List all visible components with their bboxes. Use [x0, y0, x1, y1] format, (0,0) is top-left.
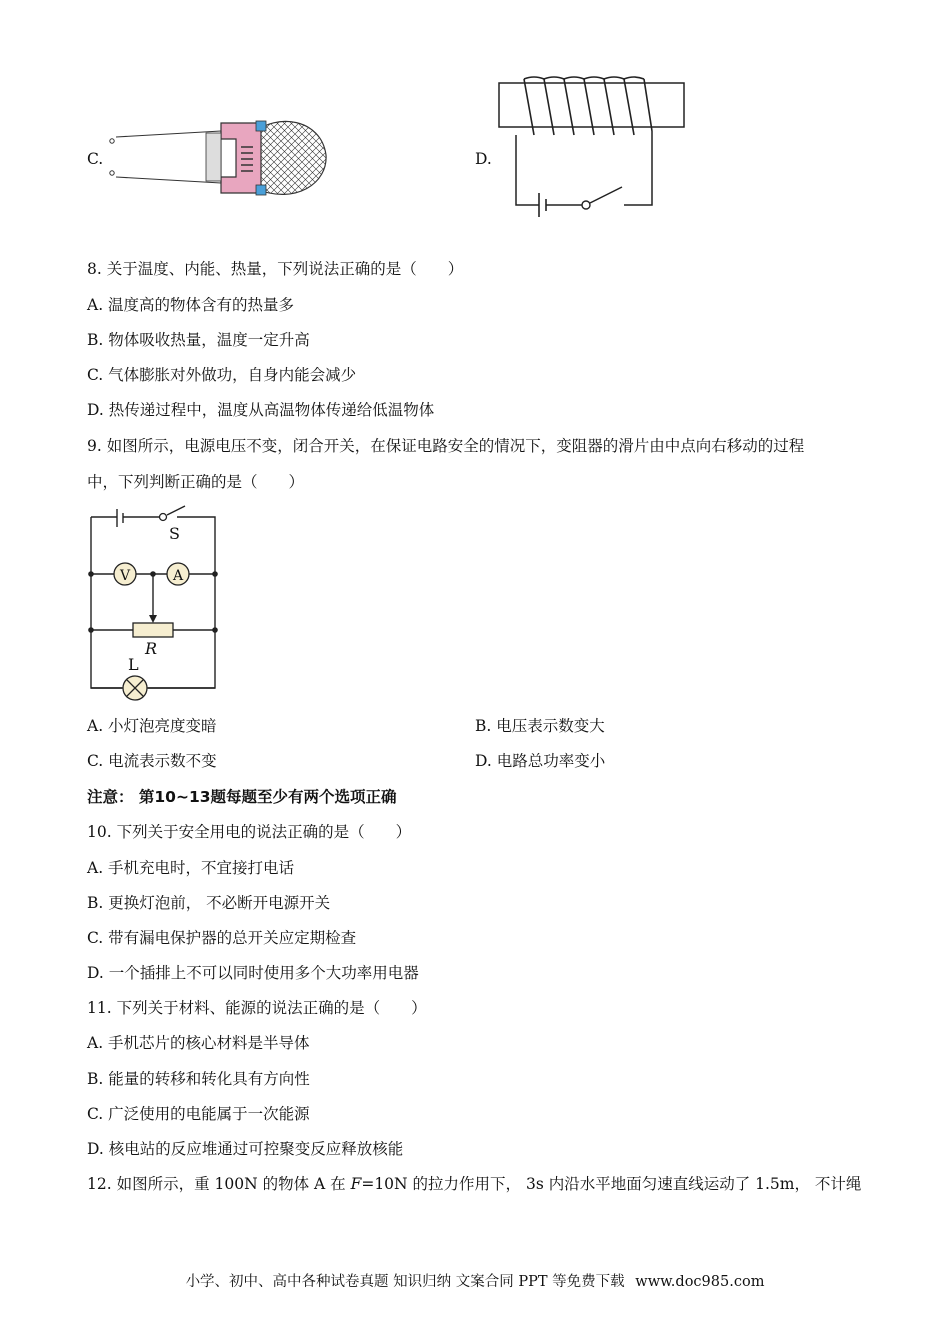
section-note: 注意： 第10~13题每题至少有两个选项正确	[87, 788, 397, 806]
footer-text: 小学、初中、高中各种试卷真题 知识归纳 文案合同 PPT 等免费下载	[185, 1274, 625, 1290]
q9-option-c: C. 电流表示数不变	[87, 752, 217, 770]
q10-option-b: B. 更换灯泡前， 不必断开电源开关	[87, 894, 331, 912]
q8-stem: 8. 关于温度、内能、热量，下列说法正确的是（ ）	[87, 260, 464, 278]
switch-label: S	[169, 524, 180, 543]
footer-url-link[interactable]: www.doc985.com	[635, 1274, 765, 1290]
q9-stem-line1: 9. 如图所示，电源电压不变，闭合开关，在保证电路安全的情况下，变阻器的滑片由中点向右移动的过程	[87, 437, 805, 455]
q11-option-a: A. 手机芯片的核心材料是半导体	[87, 1034, 310, 1052]
ammeter-label: A	[173, 568, 184, 584]
q12-stem-b: =10N 的拉力作用下， 3s 内沿水平地面匀速直线运动了 1.5m， 不计绳	[361, 1175, 862, 1193]
q9-option-b: B. 电压表示数变大	[475, 717, 605, 735]
q11-option-d: D. 核电站的反应堆通过可控聚变反应释放核能	[87, 1140, 404, 1158]
q12-force-symbol: F	[350, 1175, 362, 1193]
q10-option-d: D. 一个插排上不可以同时使用多个大功率用电器	[87, 964, 419, 982]
q10-option-c: C. 带有漏电保护器的总开关应定期检查	[87, 929, 357, 947]
q11-option-c: C. 广泛使用的电能属于一次能源	[87, 1105, 310, 1123]
q8-option-d: D. 热传递过程中，温度从高温物体传递给低温物体	[87, 401, 435, 419]
coil-circuit-figure	[494, 75, 694, 225]
q9-option-a: A. 小灯泡亮度变暗	[87, 717, 217, 735]
bulb-figure	[106, 113, 336, 203]
q9-option-d: D. 电路总功率变小	[475, 752, 606, 770]
rheostat-label: R	[145, 639, 158, 658]
q8-option-a: A. 温度高的物体含有的热量多	[87, 296, 295, 314]
q10-option-a: A. 手机充电时，不宜接打电话	[87, 859, 295, 877]
lamp-label: L	[128, 655, 139, 674]
q8-option-b: B. 物体吸收热量，温度一定升高	[87, 331, 310, 349]
q8-option-c: C. 气体膨胀对外做功，自身内能会减少	[87, 366, 357, 384]
page-footer	[0, 1270, 950, 1291]
voltmeter-label: V	[120, 568, 131, 584]
q12-stem	[87, 1173, 861, 1195]
q10-stem: 10. 下列关于安全用电的说法正确的是（ ）	[87, 823, 412, 841]
q9-circuit-figure	[85, 503, 220, 698]
q11-stem: 11. 下列关于材料、能源的说法正确的是（ ）	[87, 999, 427, 1017]
option-c-label: C.	[87, 150, 104, 168]
option-d-label: D.	[475, 150, 492, 168]
q12-stem-a: 12. 如图所示，重 100N 的物体 A 在	[87, 1175, 351, 1193]
q11-option-b: B. 能量的转移和转化具有方向性	[87, 1070, 310, 1088]
q9-stem-line2: 中，下列判断正确的是（ ）	[87, 473, 305, 491]
